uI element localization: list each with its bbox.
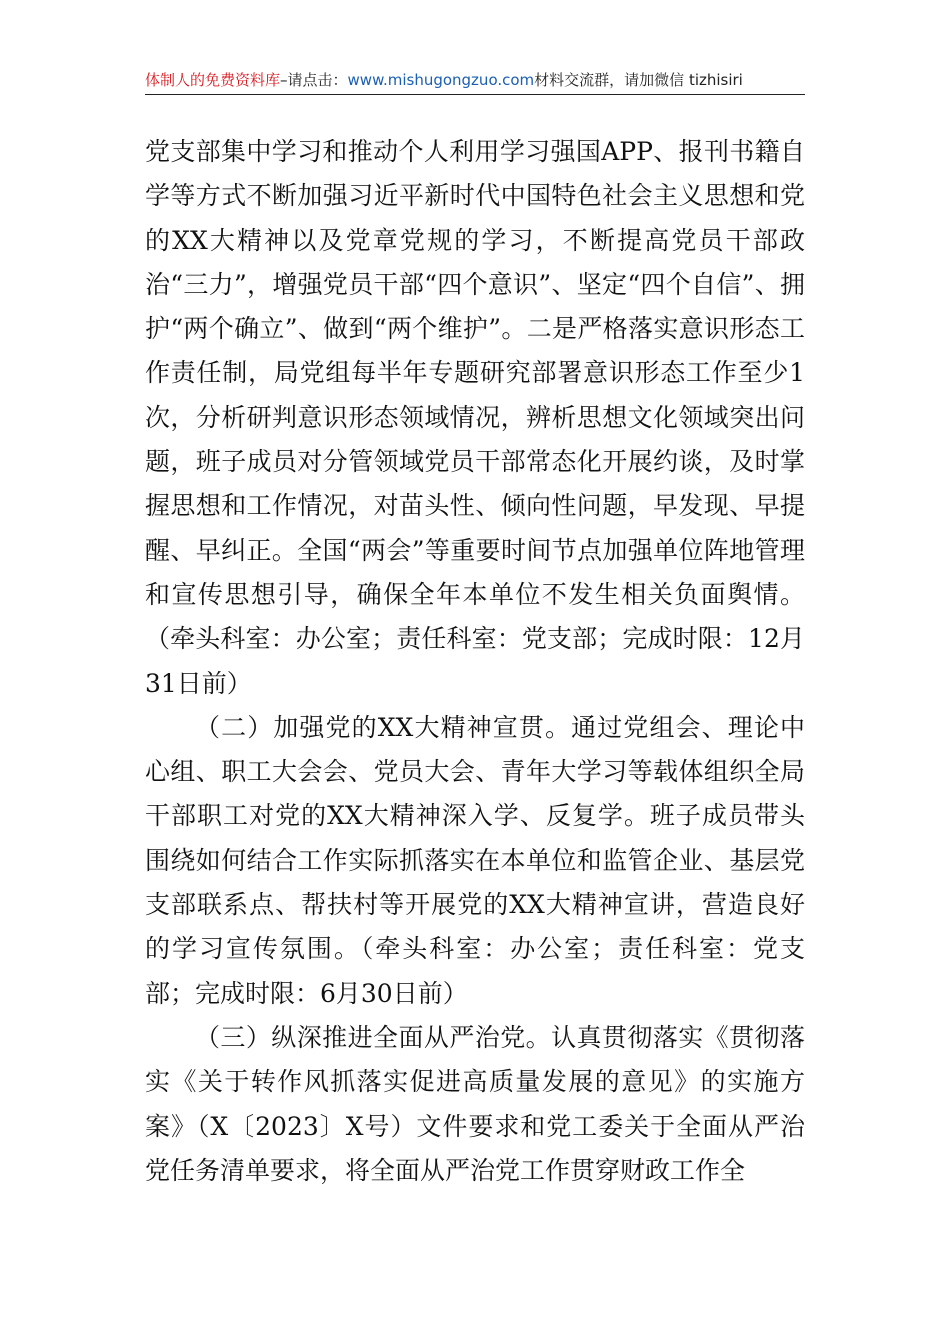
header-contact: 材料交流群，请加微信 tizhisiri: [534, 71, 743, 89]
header-prompt: –请点击：: [280, 71, 348, 89]
document-body: [145, 130, 805, 1193]
header-url-link[interactable]: www.mishugongzuo.com: [347, 71, 535, 89]
header-brand: 体制人的免费资料库: [145, 71, 281, 89]
page-header: [145, 66, 805, 95]
paragraph-continued: 党支部集中学习和推动个人利用学习强国APP、报刊书籍自学等方式不断加强习近平新时代中国特色社会主义思想和党的XX大精神以及党章党规的学习，不断提高党员干部政治“三力”，增强党员干部“四个意识”、坚定“四个自信”、拥护“两个确立”、做到“两个维护”。二是严格落实意识形态工作责任制，局党组每半年专题研究部署意识形态工作至少1次，分析研判意识形态领域情况，辨析思想文化领域突出问题，班子成员对分管领域党员干部常态化开展约谈，及时掌握思想和工作情况，对苗头性、倾向性问题，早发现、早提醒、早纠正。全国“两会”等重要时间节点加强单位阵地管理和宣传思想引导，确保全年本单位不发生相关负面舆情。（牵头科室：办公室；责任科室：党支部；完成时限：12月31日前）: [145, 137, 805, 698]
paragraph-section-2: （二）加强党的XX大精神宣贯。通过党组会、理论中心组、职工大会会、党员大会、青年大学习等载体组织全局干部职工对党的XX大精神深入学、反复学。班子成员带头围绕如何结合工作实际抓落实在本单位和监管企业、基层党支部联系点、帮扶村等开展党的XX大精神宣讲，营造良好的学习宣传氛围。（牵头科室：办公室；责任科室：党支部；完成时限：6月30日前）: [145, 712, 805, 1008]
paragraph-section-3: （三）纵深推进全面从严治党。认真贯彻落实《贯彻落实《关于转作风抓落实促进高质量发展的意见》的实施方案》（X〔2023〕X号）文件要求和党工委关于全面从严治党任务清单要求，将全面从严治党工作贯穿财政工作全: [145, 1022, 805, 1185]
